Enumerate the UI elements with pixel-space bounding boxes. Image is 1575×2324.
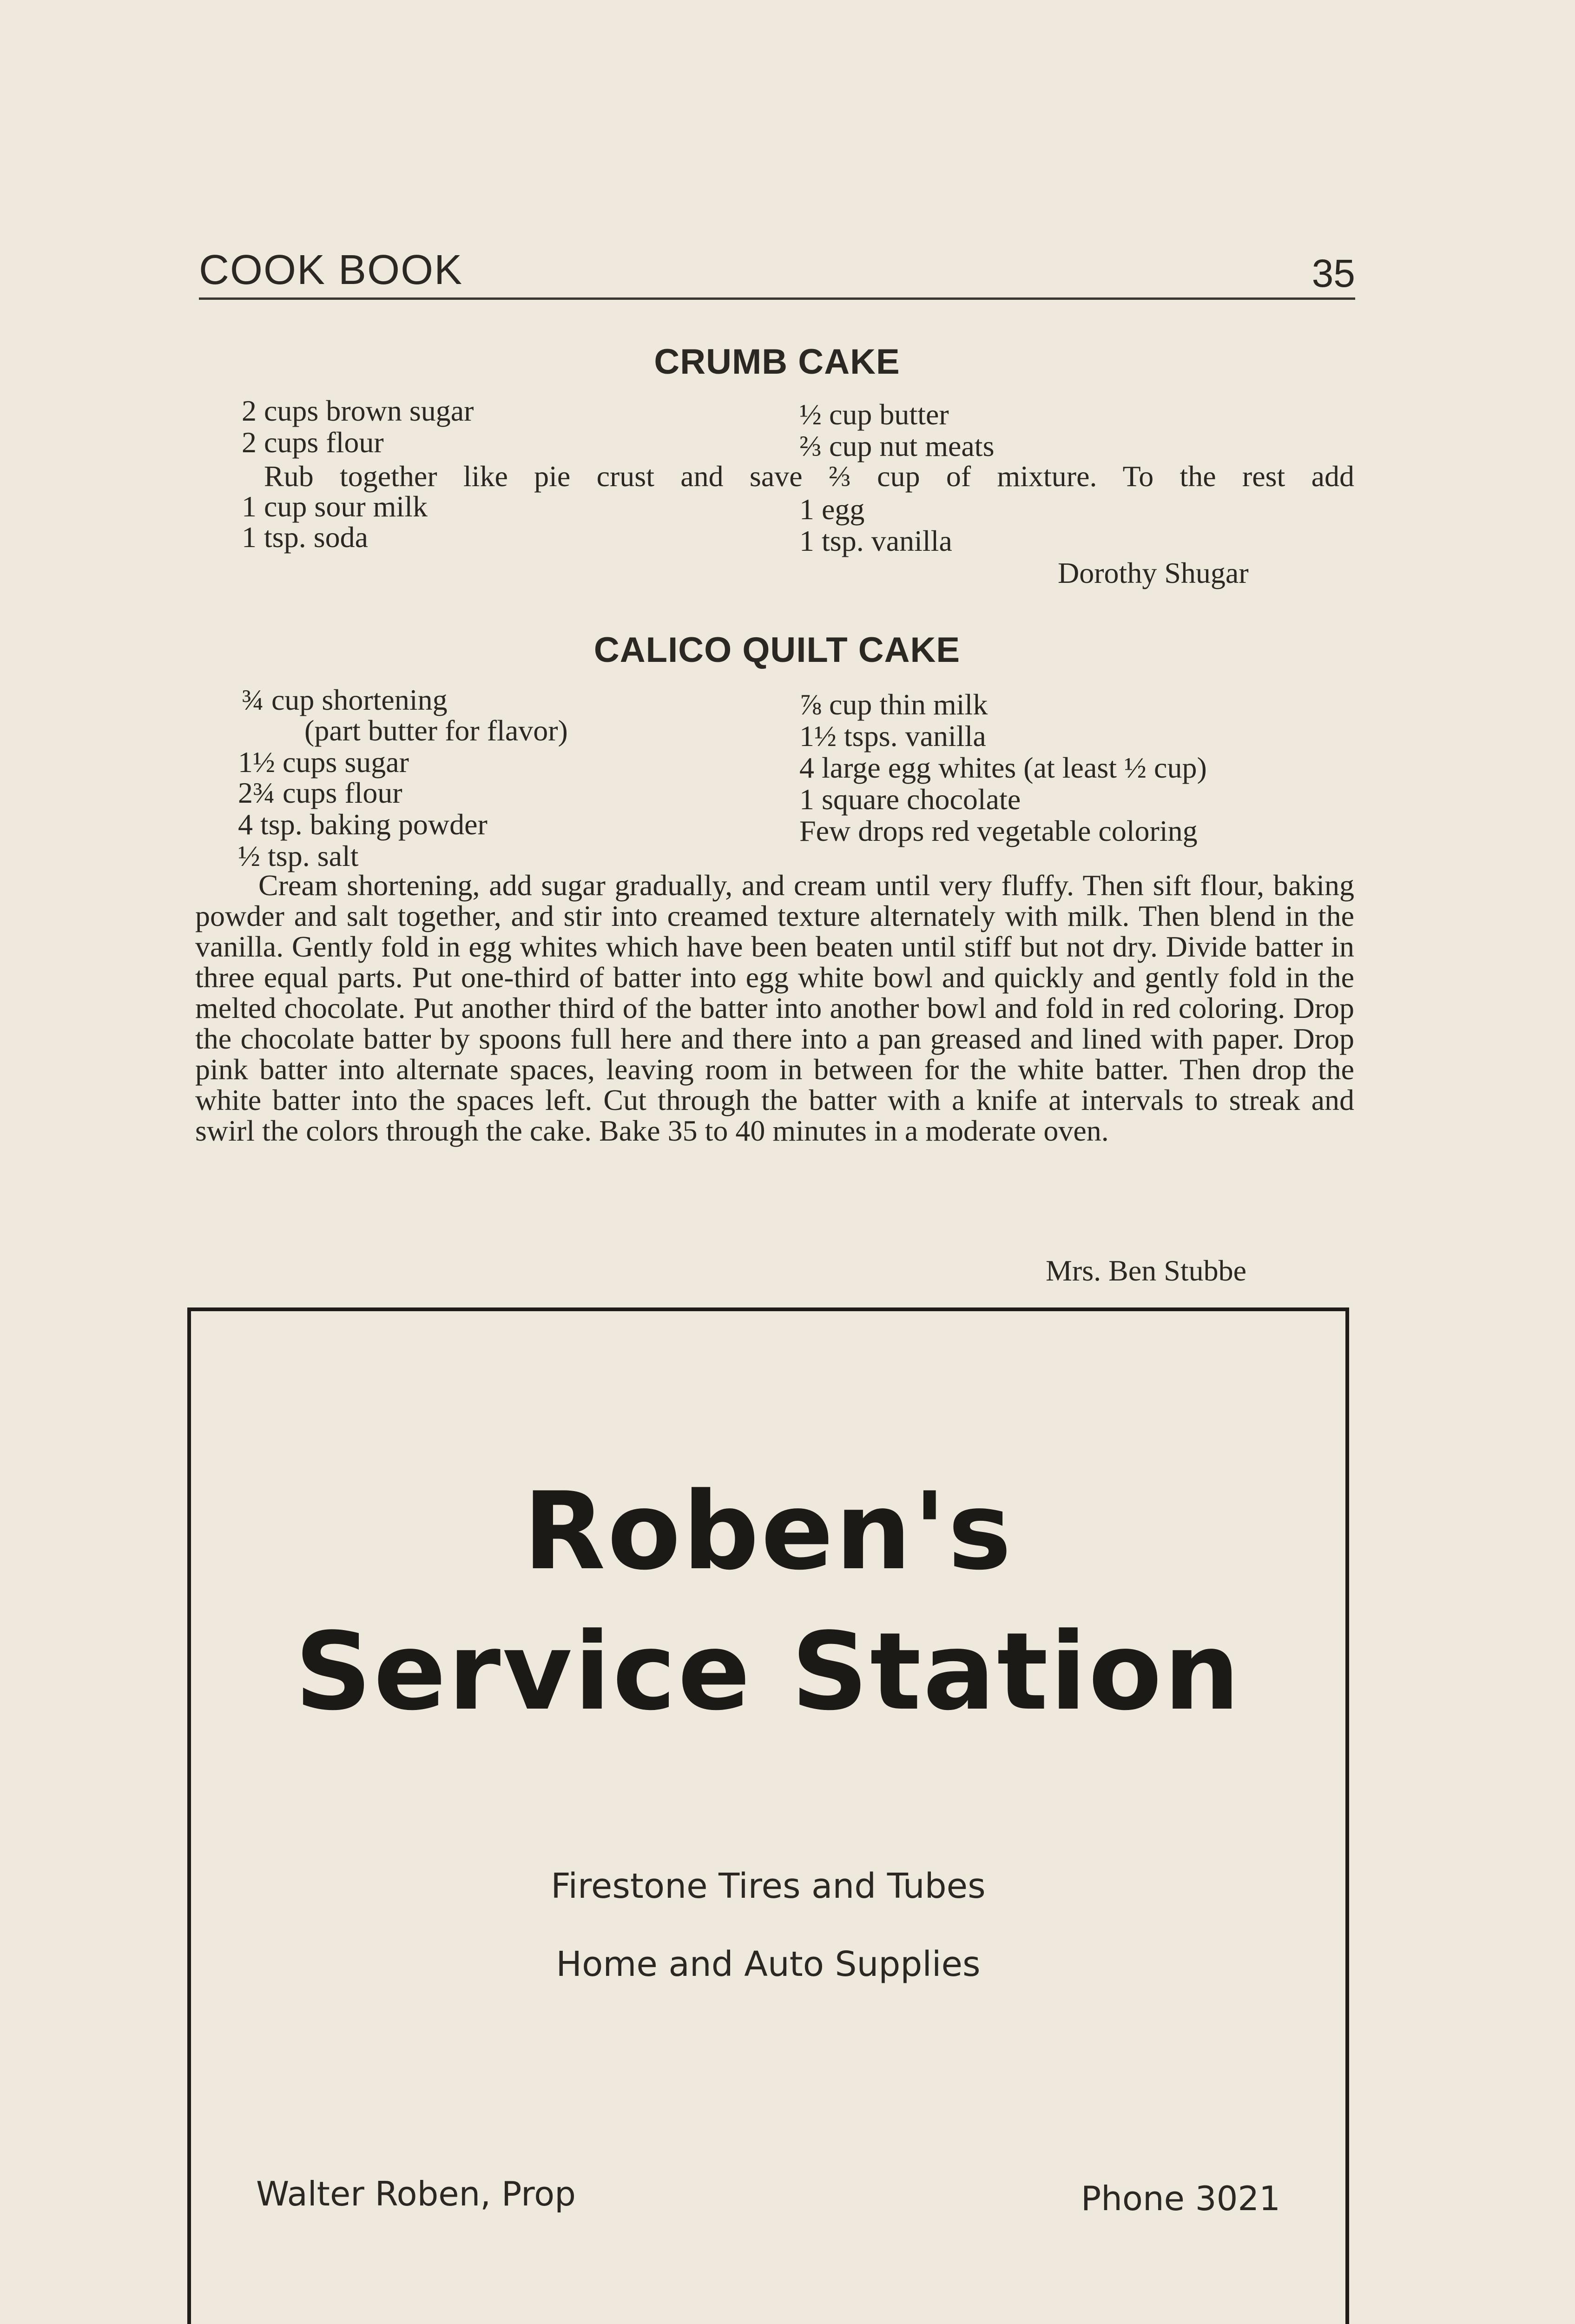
ingredient: 2¾ cups flour — [238, 776, 402, 809]
ingredient: ½ cup butter — [799, 398, 949, 431]
recipe-author: Dorothy Shugar — [1058, 556, 1249, 589]
ingredient: 1 egg — [799, 493, 865, 526]
ad-phone: Phone 3021 — [1081, 2179, 1280, 2218]
recipe-title-crumb-cake: CRUMB CAKE — [654, 342, 900, 382]
ingredient: 1 square chocolate — [799, 783, 1021, 816]
ad-proprietor: Walter Roben, Prop — [256, 2174, 576, 2213]
ingredient: 1½ cups sugar — [238, 746, 409, 779]
ingredient: 2 cups flour — [242, 426, 384, 459]
ingredient: 1 tsp. vanilla — [799, 524, 952, 557]
recipe-directions: Cream shortening, add sugar gradually, and cream until very fluffy. Then sift flour, baking powder and salt together, and stir into creamed texture alternately with milk. Then blend in the vanilla. Gently fold in egg whites which have been beaten until stiff but not dry. Divide batter in three equal parts. Put one-third of batter into egg white bowl and quickly and gently fold in the melted chocolate. Put another third of the batter into another bowl and fold in red coloring. Drop the chocolate batter by spoons full here and there into a pan greased and lined with paper. Drop pink batter into alternate spaces, leaving room in between for the white batter. Then drop the white batter into the spaces left. Cut through the batter with a knife at intervals to streak and swirl the colors through the cake. Bake 35 to 40 minutes in a moderate oven. — [195, 869, 1354, 1147]
ingredient: 4 large egg whites (at least ½ cup) — [799, 751, 1207, 784]
ad-product-line: Home and Auto Supplies — [556, 1944, 981, 1984]
service-station-advertisement — [187, 1307, 1349, 2324]
ad-business-name: Roben's — [523, 1470, 1014, 1594]
ingredient: ¾ cup shortening — [242, 683, 448, 716]
ingredient: 1½ tsps. vanilla — [799, 720, 986, 753]
page-header — [199, 246, 1355, 297]
ingredient: 1 cup sour milk — [242, 490, 428, 523]
ingredient: 4 tsp. baking powder — [238, 808, 488, 841]
book-title: COOK BOOK — [199, 247, 463, 293]
ingredient: ½ tsp. salt — [238, 839, 359, 872]
ad-business-name: Service Station — [295, 1610, 1242, 1734]
recipe-instruction: Rub together like pie crust and save ⅔ cup of mixture. To the rest add — [264, 460, 1354, 493]
recipe-author: Mrs. Ben Stubbe — [1046, 1254, 1246, 1287]
page-number: 35 — [1311, 251, 1355, 295]
ingredient: 2 cups brown sugar — [242, 394, 474, 427]
header-rule — [199, 297, 1355, 300]
ingredient: ⅞ cup thin milk — [799, 688, 988, 721]
ingredient: 1 tsp. soda — [242, 521, 368, 554]
recipe-title-calico-quilt-cake: CALICO QUILT CAKE — [593, 630, 961, 670]
ingredient: ⅔ cup nut meats — [799, 429, 995, 462]
ad-product-line: Firestone Tires and Tubes — [551, 1866, 986, 1906]
ingredient-note: (part butter for flavor) — [304, 714, 568, 747]
ingredient: Few drops red vegetable coloring — [799, 814, 1198, 847]
